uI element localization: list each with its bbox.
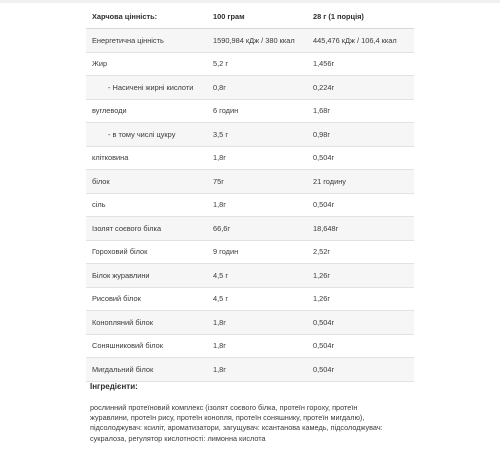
table-row: [86, 193, 414, 217]
nutrient-name-cell: Мигдальний білок: [86, 358, 207, 382]
nutrient-name-cell: Жир: [86, 52, 207, 76]
nutrient-name-cell: сіль: [86, 193, 207, 217]
header-per-serving: 28 г (1 порція): [307, 4, 414, 29]
per-serving-cell: 445,476 кДж / 106,4 ккал: [307, 29, 414, 53]
nutrient-name-cell: Соняшниковий білок: [86, 334, 207, 358]
table-row: [86, 311, 414, 335]
per-100g-cell: 1,8г: [207, 193, 307, 217]
table-row: [86, 123, 414, 147]
per-100g-cell: 1,8г: [207, 358, 307, 382]
per-100g-cell: 3,5 г: [207, 123, 307, 147]
per-serving-cell: 18,648г: [307, 217, 414, 241]
ingredients-line: підсолоджувач: ксиліт, ароматизатори, загущувач: ксантанова камедь, підсолоджувач:: [90, 423, 383, 433]
header-nutrient: Харчова цінність:: [86, 4, 207, 29]
per-100g-cell: 1,8г: [207, 146, 307, 170]
nutrition-table-body: [86, 29, 414, 382]
per-100g-cell: 66,6г: [207, 217, 307, 241]
per-serving-cell: 1,26г: [307, 264, 414, 288]
per-serving-cell: 0,504г: [307, 146, 414, 170]
nutrient-name-cell: Гороховий білок: [86, 240, 207, 264]
per-100g-cell: 9 годин: [207, 240, 307, 264]
nutrient-name-cell: клітковина: [86, 146, 207, 170]
per-serving-cell: 1,26г: [307, 287, 414, 311]
table-row: [86, 334, 414, 358]
per-100g-cell: 6 годин: [207, 99, 307, 123]
nutrition-table: [86, 4, 414, 382]
ingredients-line: журавлини, протеїн рису, протеїн конопля, протеїн соняшнику, протеїн мигдалю),: [90, 413, 365, 423]
per-100g-cell: 1,8г: [207, 334, 307, 358]
table-row: [86, 217, 414, 241]
table-row: [86, 99, 414, 123]
per-100g-cell: 1,8г: [207, 311, 307, 335]
ingredients-line: рослинний протеїновий комплекс (ізолят соєвого білка, протеїн гороху, протеїн: [90, 403, 358, 412]
table-row: [86, 358, 414, 382]
per-serving-cell: 0,98г: [307, 123, 414, 147]
per-100g-cell: 0,8г: [207, 76, 307, 100]
per-serving-cell: 0,504г: [307, 311, 414, 335]
per-100g-cell: 4,5 г: [207, 287, 307, 311]
nutrient-name-cell: Білок журавлини: [86, 264, 207, 288]
ingredients-line: сукралоза, регулятор кислотності: лимонна кислота: [90, 433, 266, 443]
per-100g-cell: 75г: [207, 170, 307, 194]
table-row: [86, 240, 414, 264]
per-100g-cell: 5,2 г: [207, 52, 307, 76]
per-serving-cell: 0,504г: [307, 334, 414, 358]
ingredients-title: Інгредієнти:: [90, 382, 138, 391]
table-row: [86, 52, 414, 76]
nutrient-name-cell: - Насичені жирні кислоти: [86, 76, 207, 100]
per-serving-cell: 0,224г: [307, 76, 414, 100]
per-serving-cell: 0,504г: [307, 358, 414, 382]
ingredients-text: [90, 403, 420, 444]
per-serving-cell: 2,52г: [307, 240, 414, 264]
table-row: [86, 76, 414, 100]
per-100g-cell: 4,5 г: [207, 264, 307, 288]
nutrient-name-cell: Конопляний білок: [86, 311, 207, 335]
per-serving-cell: 1,456г: [307, 52, 414, 76]
nutrient-name-cell: Рисовий білок: [86, 287, 207, 311]
table-header-row: [86, 4, 414, 29]
table-row: [86, 287, 414, 311]
nutrient-name-cell: Ізолят соєвого білка: [86, 217, 207, 241]
table-row: [86, 29, 414, 53]
per-100g-cell: 1590,984 кДж / 380 ккал: [207, 29, 307, 53]
nutrient-name-cell: - в тому числі цукру: [86, 123, 207, 147]
nutrient-name-cell: Енергетична цінність: [86, 29, 207, 53]
table-row: [86, 146, 414, 170]
header-per-100g: 100 грам: [207, 4, 307, 29]
nutrient-name-cell: вуглеводи: [86, 99, 207, 123]
per-serving-cell: 0,504г: [307, 193, 414, 217]
table-row: [86, 264, 414, 288]
table-row: [86, 170, 414, 194]
nutrient-name-cell: білок: [86, 170, 207, 194]
per-serving-cell: 21 годину: [307, 170, 414, 194]
per-serving-cell: 1,68г: [307, 99, 414, 123]
top-divider: [0, 0, 500, 3]
